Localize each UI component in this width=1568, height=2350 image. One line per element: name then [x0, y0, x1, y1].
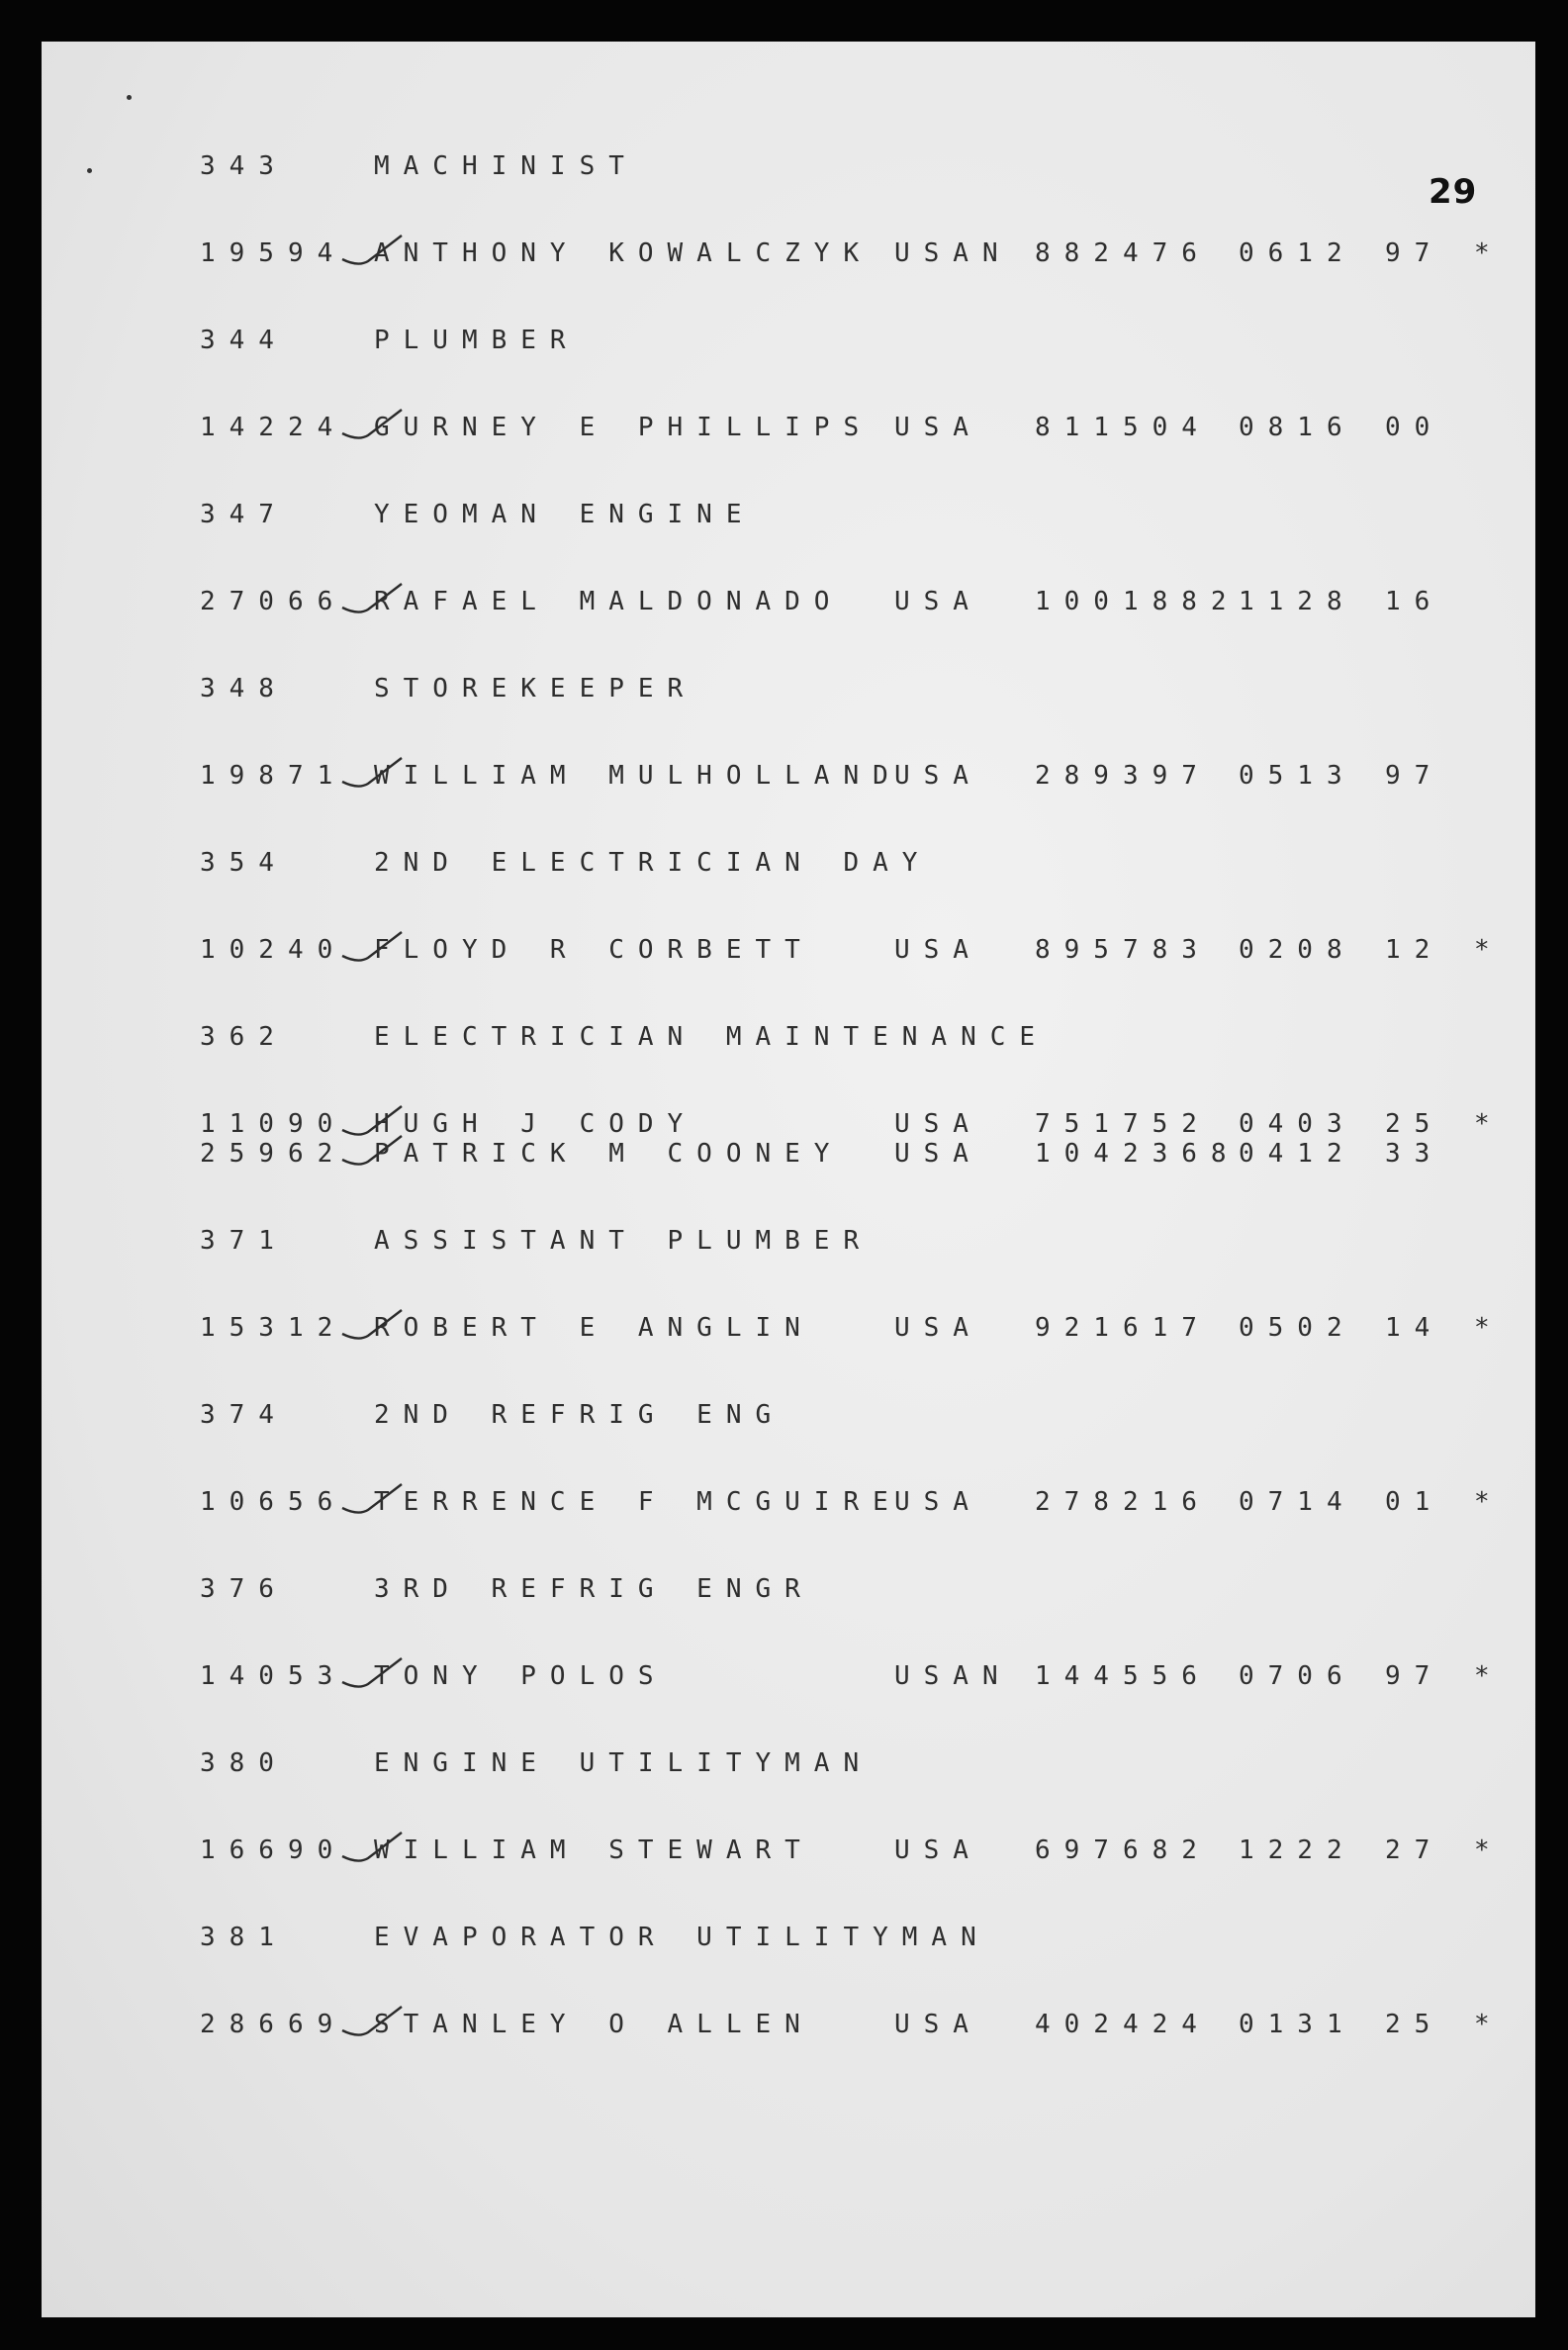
entry-number: 25962 — [200, 1139, 347, 1169]
crew-name: TONY POLOS — [374, 1661, 668, 1691]
page-number: 29 — [1429, 172, 1478, 212]
asterisk-mark: * — [1474, 238, 1490, 268]
citizenship: USA — [894, 761, 982, 791]
entry-code: 0816 — [1239, 413, 1356, 442]
entry-value: 16 — [1385, 587, 1444, 616]
section-number: 343 — [200, 151, 288, 181]
asterisk-mark: * — [1474, 1661, 1490, 1691]
entry-value: 33 — [1385, 1139, 1444, 1169]
entry-value: 97 — [1385, 761, 1444, 791]
entry-number: 14224 — [200, 413, 347, 442]
crew-name: WILLIAM STEWART — [374, 1835, 814, 1865]
job-title: YEOMAN ENGINE — [374, 500, 756, 529]
citizenship: USAN — [894, 238, 1012, 268]
entry-number: 11090 — [200, 1109, 347, 1139]
job-title: ENGINE UTILITYMAN — [374, 1748, 874, 1778]
job-title: 3RD REFRIG ENGR — [374, 1574, 814, 1604]
section-number: 362 — [200, 1022, 288, 1052]
crew-name: STANLEY O ALLEN — [374, 2010, 814, 2039]
section-number: 381 — [200, 1923, 288, 1952]
section-number: 376 — [200, 1574, 288, 1604]
crew-name: ANTHONY KOWALCZYK — [374, 238, 874, 268]
document-id: 402424 — [1035, 2010, 1211, 2039]
crew-name: TERRENCE F MCGUIRE — [374, 1487, 902, 1517]
entry-value: 01 — [1385, 1487, 1444, 1517]
entry-number: 19594 — [200, 238, 347, 268]
asterisk-mark: * — [1474, 1313, 1490, 1343]
entry-number: 28669 — [200, 2010, 347, 2039]
crew-name: ROBERT E ANGLIN — [374, 1313, 814, 1343]
entry-number: 16690 — [200, 1835, 347, 1865]
entry-code: 0403 — [1239, 1109, 1356, 1139]
section-number: 344 — [200, 326, 288, 355]
citizenship: USA — [894, 1109, 982, 1139]
document-page — [42, 42, 1535, 2317]
crew-name: GURNEY E PHILLIPS — [374, 413, 874, 442]
document-id: 278216 — [1035, 1487, 1211, 1517]
entry-code: 0502 — [1239, 1313, 1356, 1343]
ink-dot — [127, 95, 132, 100]
job-title: MACHINIST — [374, 151, 638, 181]
entry-code: 0131 — [1239, 2010, 1356, 2039]
entry-value: 97 — [1385, 238, 1444, 268]
section-number: 371 — [200, 1226, 288, 1256]
job-title: 2ND REFRIG ENG — [374, 1400, 785, 1430]
entry-code: 0208 — [1239, 935, 1356, 965]
section-number: 380 — [200, 1748, 288, 1778]
asterisk-mark: * — [1474, 935, 1490, 965]
crew-name: PATRICK M COONEY — [374, 1139, 844, 1169]
entry-value: 25 — [1385, 1109, 1444, 1139]
entry-code: 0714 — [1239, 1487, 1356, 1517]
section-number: 374 — [200, 1400, 288, 1430]
entry-code: 0412 — [1239, 1139, 1356, 1169]
job-title: 2ND ELECTRICIAN DAY — [374, 848, 932, 878]
job-title: ELECTRICIAN MAINTENANCE — [374, 1022, 1050, 1052]
citizenship: USA — [894, 935, 982, 965]
section-number: 347 — [200, 500, 288, 529]
document-id: 697682 — [1035, 1835, 1211, 1865]
crew-name: HUGH J CODY — [374, 1109, 697, 1139]
document-id: 921617 — [1035, 1313, 1211, 1343]
document-id: 144556 — [1035, 1661, 1211, 1691]
job-title: PLUMBER — [374, 326, 580, 355]
document-id: 751752 — [1035, 1109, 1211, 1139]
crew-name: FLOYD R CORBETT — [374, 935, 814, 965]
asterisk-mark: * — [1474, 1109, 1490, 1139]
entry-code: 1222 — [1239, 1835, 1356, 1865]
job-title: ASSISTANT PLUMBER — [374, 1226, 874, 1256]
citizenship: USA — [894, 413, 982, 442]
citizenship: USA — [894, 1487, 982, 1517]
entry-value: 12 — [1385, 935, 1444, 965]
document-id: 882476 — [1035, 238, 1211, 268]
citizenship: USAN — [894, 1661, 1012, 1691]
job-title: STOREKEEPER — [374, 674, 697, 704]
document-id: 895783 — [1035, 935, 1211, 965]
crew-name: RAFAEL MALDONADO — [374, 587, 844, 616]
entry-value: 14 — [1385, 1313, 1444, 1343]
citizenship: USA — [894, 1139, 982, 1169]
entry-value: 00 — [1385, 413, 1444, 442]
entry-number: 19871 — [200, 761, 347, 791]
entry-number: 10240 — [200, 935, 347, 965]
citizenship: USA — [894, 587, 982, 616]
document-id: 289397 — [1035, 761, 1211, 791]
entry-code: 0706 — [1239, 1661, 1356, 1691]
entry-value: 27 — [1385, 1835, 1444, 1865]
entry-number: 27066 — [200, 587, 347, 616]
ink-dot — [87, 168, 92, 173]
asterisk-mark: * — [1474, 2010, 1490, 2039]
citizenship: USA — [894, 1313, 982, 1343]
citizenship: USA — [894, 1835, 982, 1865]
entry-value: 25 — [1385, 2010, 1444, 2039]
section-number: 348 — [200, 674, 288, 704]
entry-code: 0513 — [1239, 761, 1356, 791]
asterisk-mark: * — [1474, 1487, 1490, 1517]
document-id: 811504 — [1035, 413, 1211, 442]
asterisk-mark: * — [1474, 1835, 1490, 1865]
section-number: 354 — [200, 848, 288, 878]
entry-code: 1128 — [1239, 587, 1356, 616]
entry-number: 14053 — [200, 1661, 347, 1691]
entry-code: 0612 — [1239, 238, 1356, 268]
crew-name: WILLIAM MULHOLLAND — [374, 761, 902, 791]
citizenship: USA — [894, 2010, 982, 2039]
entry-number: 15312 — [200, 1313, 347, 1343]
job-title: EVAPORATOR UTILITYMAN — [374, 1923, 990, 1952]
entry-value: 97 — [1385, 1661, 1444, 1691]
document-id: 1042368 — [1035, 1139, 1241, 1169]
entry-number: 10656 — [200, 1487, 347, 1517]
document-id: 1001882 — [1035, 587, 1241, 616]
